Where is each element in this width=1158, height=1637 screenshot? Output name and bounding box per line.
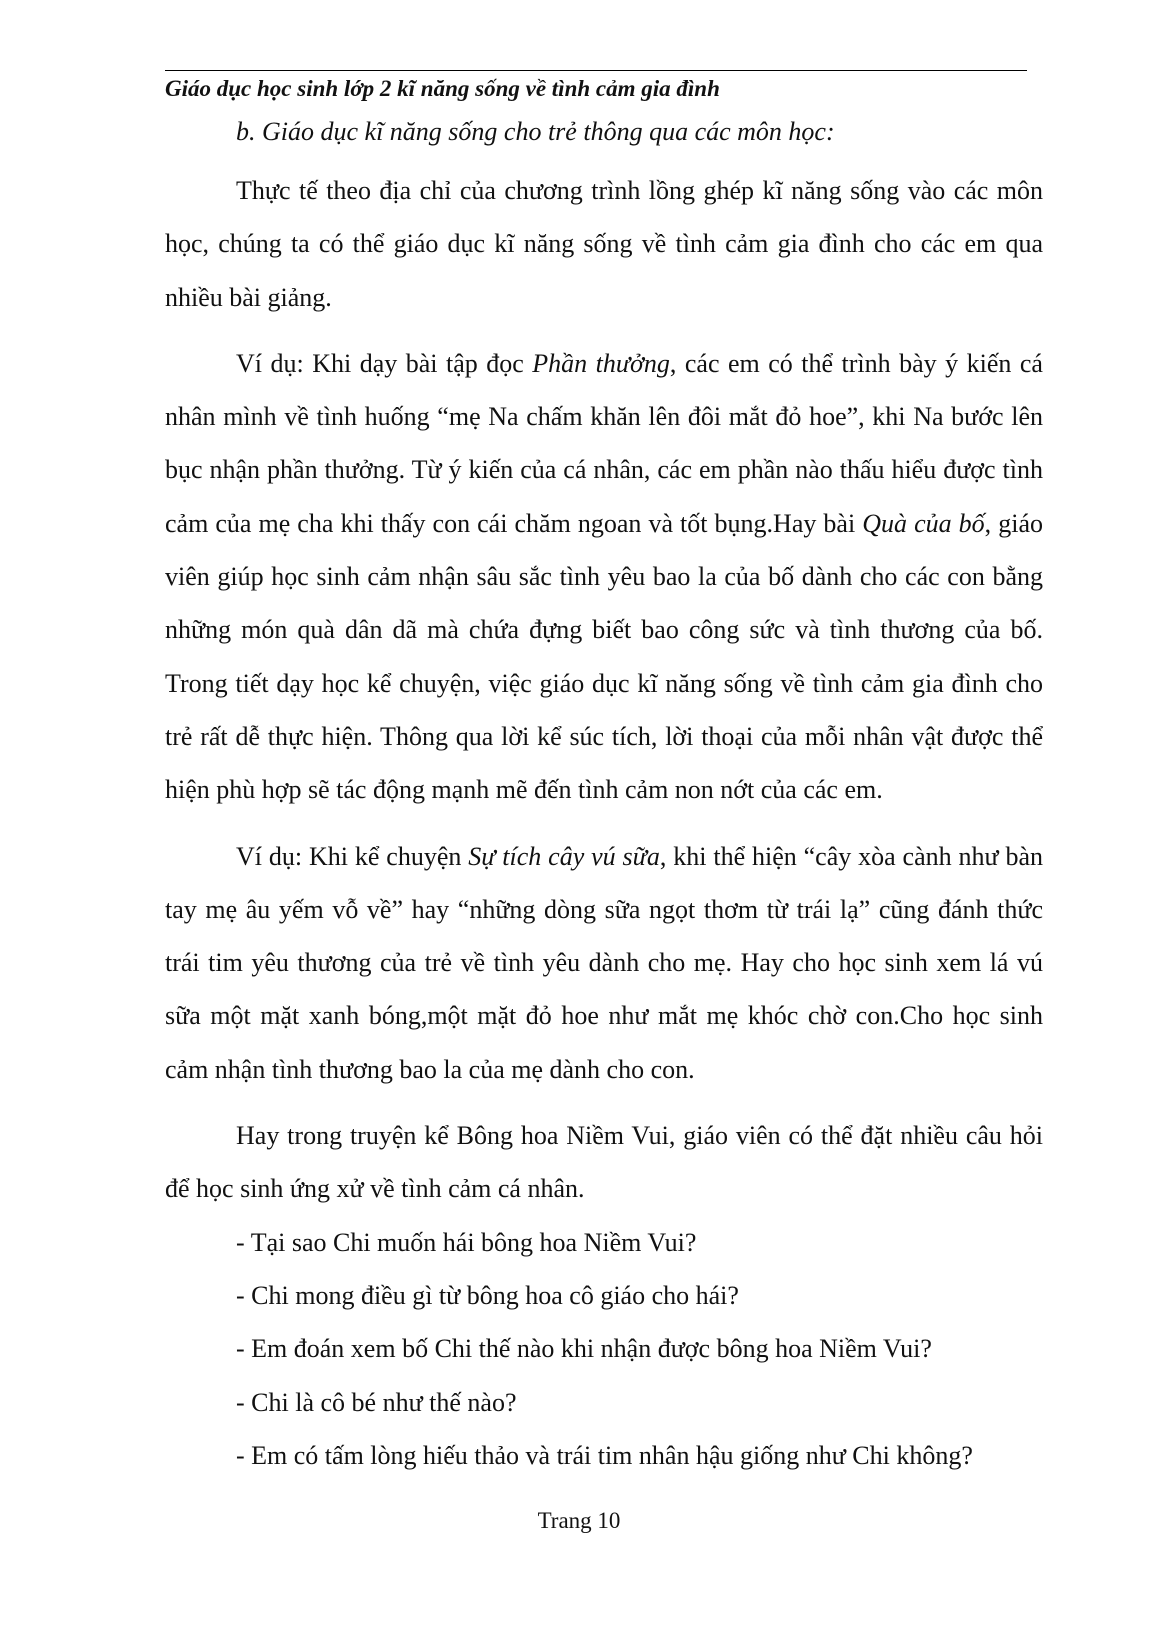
story-title-italic: Sự tích cây vú sữa [468,841,660,871]
list-item: - Chi là cô bé như thế nào? [236,1387,517,1417]
paragraph-text: , các em có thể trình bày ý kiến cá nhân mình về tình huống “mẹ Na chấm khăn lên đôi mắt đỏ hoe”, khi Na bước lên bục nhận phần thưởng. Từ ý kiến của cá nhân, các em phần nào thấu hiểu được tình cảm của mẹ cha khi thấy con cái chăm ngoan và tốt bụng.Hay bài [165,348,1043,538]
header-divider [165,70,1027,71]
paragraph-flower-story: Hay trong truyện kể Bông hoa Niềm Vui, giáo viên có thể đặt nhiều câu hỏi để học sinh ứng xử về tình cảm cá nhân. [165,1121,1043,1204]
page-number: Trang 10 [537,1508,621,1533]
paragraph-example-story [165,830,1043,1096]
list-item: - Em có tấm lòng hiếu thảo và trái tim nhân hậu giống như Chi không? [236,1440,973,1470]
question-list [165,1216,1043,1482]
running-header-title: Giáo dục học sinh lớp 2 kĩ năng sống về tình cảm gia đình [165,76,720,101]
paragraph-text: , giáo viên giúp học sinh cảm nhận sâu sắc tình yêu bao la của bố dành cho các con bằng những món quà dân dã mà chứa đựng biết bao công sức và tình thương của bố. Trong tiết dạy học kể chuyện, việc giáo dục kĩ năng sống về tình cảm gia đình cho trẻ rất dễ thực hiện. Thông qua lời kể súc tích, lời thoại của mỗi nhân vật được thể hiện phù hợp sẽ tác động mạnh mẽ đến tình cảm non nớt của các em. [165,508,1043,805]
list-item: - Chi mong điều gì từ bông hoa cô giáo cho hái? [236,1280,739,1310]
paragraph-text: Ví dụ: Khi dạy bài tập đọc [236,348,533,378]
lesson-title-italic: Phần thưởng [532,348,670,378]
paragraph-text: , khi thể hiện “cây xòa cành như bàn tay mẹ âu yếm vỗ về” hay “những dòng sữa ngọt thơm từ trái lạ” cũng đánh thức trái tim yêu thương của trẻ về tình yêu dành cho mẹ. Hay cho học sinh xem lá vú sữa một mặt xanh bóng,một mặt đỏ hoe như mắt mẹ khóc chờ con.Cho học sinh cảm nhận tình thương bao la của mẹ dành cho con. [165,841,1044,1084]
list-item: - Tại sao Chi muốn hái bông hoa Niềm Vui? [236,1227,697,1257]
lesson-title-italic: Quà của bố [862,508,985,538]
paragraph-intro: Thực tế theo địa chỉ của chương trình lồng ghép kĩ năng sống vào các môn học, chúng ta có thể giáo dục kĩ năng sống về tình cảm gia đình cho các em qua nhiều bài giảng. [165,176,1043,312]
paragraph-text: Ví dụ: Khi kể chuyện [236,841,469,871]
document-body [165,113,1043,1482]
section-subheading: b. Giáo dục kĩ năng sống cho trẻ thông qua các môn học: [236,117,835,146]
list-item: - Em đoán xem bố Chi thế nào khi nhận được bông hoa Niềm Vui? [236,1334,932,1364]
paragraph-example-reading [165,337,1043,817]
